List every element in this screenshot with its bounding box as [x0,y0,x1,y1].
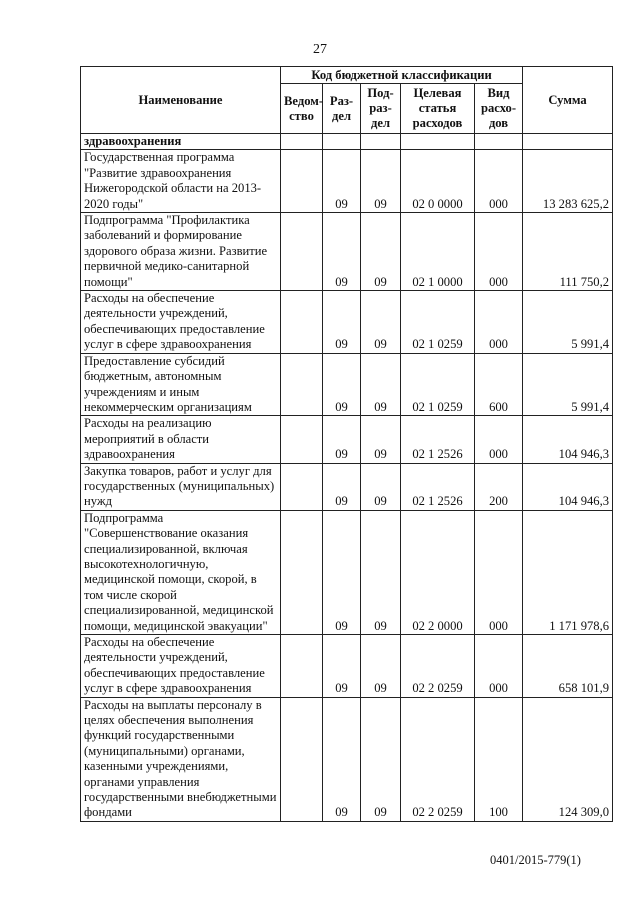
row-target: 02 1 2526 [401,463,475,510]
row-dept [281,213,323,291]
row-target: 02 1 0259 [401,291,475,354]
row-subsection: 09 [361,213,401,291]
row-kind: 000 [475,150,523,213]
row-section: 09 [323,635,361,698]
row-target: 02 1 0000 [401,213,475,291]
table-row [81,463,613,510]
row-name: Государственная программа "Развитие здравоохранения Нижегородской области на 2013-2020 годы" [81,150,281,213]
row-section: 09 [323,213,361,291]
row-dept [281,353,323,416]
row-subsection: 09 [361,291,401,354]
row-kind: 000 [475,213,523,291]
row-dept [281,635,323,698]
row-name: Предоставление субсидий бюджетным, автономным учреждениям и иным некоммерческим организациям [81,353,281,416]
section-row [81,134,613,150]
row-section: 09 [323,150,361,213]
row-kind: 200 [475,463,523,510]
row-subsection: 09 [361,463,401,510]
row-subsection: 09 [361,353,401,416]
row-target: 02 2 0259 [401,635,475,698]
row-name: Расходы на выплаты персоналу в целях обеспечения выполнения функций государственными (муниципальными) органами, казенными учреждениями, органами управления государственными внебюджетными фондами [81,697,281,821]
row-sum: 13 283 625,2 [523,150,613,213]
header-section: Раз-дел [323,84,361,134]
row-section: 09 [323,353,361,416]
table-row [81,291,613,354]
row-section: 09 [323,463,361,510]
row-target: 02 2 0259 [401,697,475,821]
page-number: 27 [313,42,327,57]
row-kind: 000 [475,510,523,634]
row-name: Расходы на обеспечение деятельности учреждений, обеспечивающих предоставление услуг в сфере здравоохранения [81,635,281,698]
row-dept [281,150,323,213]
row-sum: 104 946,3 [523,463,613,510]
row-kind: 000 [475,635,523,698]
header-target: Целевая статья расходов [401,84,475,134]
row-subsection: 09 [361,697,401,821]
row-name: Подпрограмма "Совершенствование оказания специализированной, включая высокотехнологичную, медицинской помощи, скорой, в том числе скорой специализированной, медицинской помощи, медицинской эвакуации" [81,510,281,634]
row-dept [281,697,323,821]
row-target: 02 2 0000 [401,510,475,634]
table-row [81,150,613,213]
row-kind: 000 [475,291,523,354]
budget-table [80,66,613,822]
row-kind: 600 [475,353,523,416]
table-row [81,416,613,463]
section-label: здравоохранения [81,134,281,150]
header-sum: Сумма [523,67,613,134]
row-sum: 111 750,2 [523,213,613,291]
row-section: 09 [323,416,361,463]
row-kind: 100 [475,697,523,821]
header-kind: Вид расхо-дов [475,84,523,134]
row-section: 09 [323,291,361,354]
row-subsection: 09 [361,150,401,213]
header-name: Наименование [81,67,281,134]
row-section: 09 [323,697,361,821]
row-sum: 5 991,4 [523,291,613,354]
row-sum: 104 946,3 [523,416,613,463]
row-sum: 658 101,9 [523,635,613,698]
row-dept [281,291,323,354]
row-dept [281,510,323,634]
row-name: Расходы на реализацию мероприятий в области здравоохранения [81,416,281,463]
row-name: Подпрограмма "Профилактика заболеваний и формирование здорового образа жизни. Развитие первичной медико-санитарной помощи" [81,213,281,291]
table-row [81,510,613,634]
header-subsection: Под-раз-дел [361,84,401,134]
row-dept [281,463,323,510]
header-dept: Ведом-ство [281,84,323,134]
row-target: 02 1 0259 [401,353,475,416]
table-row [81,635,613,698]
table-row [81,213,613,291]
table-row [81,353,613,416]
row-subsection: 09 [361,635,401,698]
row-subsection: 09 [361,510,401,634]
row-target: 02 1 2526 [401,416,475,463]
footer-code: 0401/2015-779(1) [490,853,581,867]
row-sum: 1 171 978,6 [523,510,613,634]
row-name: Закупка товаров, работ и услуг для государственных (муниципальных) нужд [81,463,281,510]
row-target: 02 0 0000 [401,150,475,213]
table-row [81,697,613,821]
row-sum: 5 991,4 [523,353,613,416]
row-dept [281,416,323,463]
row-subsection: 09 [361,416,401,463]
header-code-group: Код бюджетной классификации [281,67,523,84]
row-section: 09 [323,510,361,634]
row-kind: 000 [475,416,523,463]
row-name: Расходы на обеспечение деятельности учреждений, обеспечивающих предоставление услуг в сфере здравоохранения [81,291,281,354]
row-sum: 124 309,0 [523,697,613,821]
